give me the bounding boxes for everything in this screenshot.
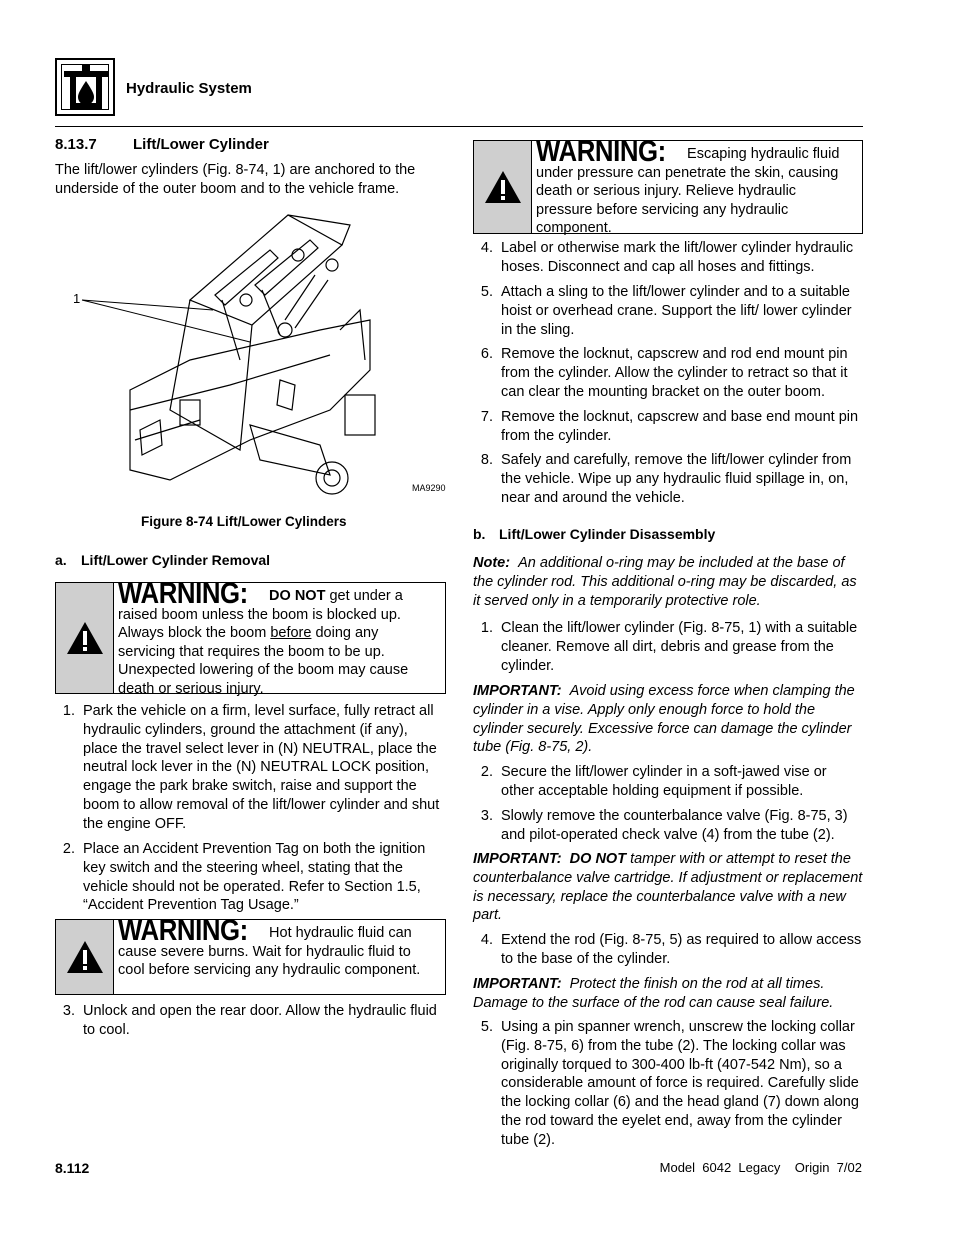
important-note-vise [473, 682, 863, 757]
header-title: Hydraulic System [126, 80, 252, 97]
step-number: 2. [480, 764, 493, 780]
figure-code: MA9290 [412, 483, 446, 493]
removal-step-8 [473, 451, 863, 509]
warning-text [118, 914, 439, 980]
intro-paragraph: The lift/lower cylinders (Fig. 8-74, 1) are anchored to the underside of the outer boom and to the vehicle frame. [55, 162, 416, 197]
note-text: An additional o-ring may be included at the base of the cylinder rod. This additional o-ring may be discarded, as it served only in a temporarily protective role. [473, 555, 857, 609]
step-text: Using a pin spanner wrench, unscrew the locking collar (Fig. 8-75, 6) from the tube (2). The locking collar was originally torqued to 300-400 lb-ft (407-542 Nm), so a considerable amount of force is required. Carefully slide the locking collar (6) and the head gland (7) down along the rod toward the eyelet end, away from the cylinder tube (2). [501, 1019, 859, 1148]
removal-heading [55, 552, 270, 568]
disassembly-step-5 [473, 1018, 863, 1153]
step-text: Clean the lift/lower cylinder (Fig. 8-75, 1) with a suitable cleaner. Remove all dirt, debris and grease from the cylinder. [501, 620, 858, 674]
section-heading [55, 136, 269, 153]
warning-cell [56, 920, 114, 994]
hydraulic-section-icon [55, 58, 115, 116]
footer-model: Model 6042 Legacy Origin 7/02 [659, 1160, 862, 1175]
warning-text [536, 135, 856, 238]
step-number: 6. [480, 346, 493, 362]
step-number: 5. [480, 284, 493, 300]
warning-body: Hot hydraulic fluid can cause severe burns. Wait for hydraulic fluid to cool before servicing any hydraulic component. [118, 925, 421, 979]
disassembly-label: b. [473, 526, 486, 542]
important-label: IMPORTANT: [473, 851, 562, 867]
figure-callout-1: 1 [73, 291, 81, 306]
warning-lead: DO NOT [269, 588, 326, 604]
removal-step-1 [55, 702, 446, 832]
disassembly-note [473, 554, 863, 610]
step-number: 3. [62, 1003, 75, 1019]
section-title: Lift/Lower Cylinder [133, 136, 269, 153]
warning-triangle-icon [483, 169, 523, 205]
step-number: 1. [480, 620, 493, 636]
warning-box-pressure [473, 135, 863, 237]
step-text: Remove the locknut, capscrew and rod end mount pin from the cylinder. Allow the cylinder to retract so that it can clear the mounting bracket on the outer boom. [501, 346, 848, 400]
step-number: 2. [62, 841, 75, 857]
disassembly-step-3 [473, 807, 863, 847]
step-text: Secure the lift/lower cylinder in a soft-jawed vise or other acceptable holding equipment if possible. [501, 764, 827, 799]
warning-text-part1: get under a raised boom unless the boom is blocked up. Always block the boom [118, 588, 403, 642]
warning-text [118, 577, 439, 699]
step-number: 5. [480, 1019, 493, 1035]
warning-cell [56, 583, 114, 693]
header-divider [55, 126, 863, 127]
page-number: 8.112 [55, 1160, 90, 1176]
important-label: IMPORTANT: [473, 976, 562, 992]
warning-word: WARNING: [536, 135, 666, 168]
step-number: 7. [480, 409, 493, 425]
step-text: Slowly remove the counterbalance valve (Fig. 8-75, 3) and pilot-operated check valve (4) from the tube (2). [501, 808, 848, 843]
disassembly-step-1 [473, 619, 863, 677]
important-note-rod-finish [473, 975, 863, 1013]
section-number: 8.13.7 [55, 136, 97, 153]
disassembly-title: Lift/Lower Cylinder Disassembly [499, 526, 716, 542]
step-number: 3. [480, 808, 493, 824]
warning-body: Escaping hydraulic fluid under pressure can penetrate the skin, causing death or serious injury. Relieve hydraulic pressure before servicing any hydraulic component. [536, 146, 840, 237]
disassembly-step-4 [473, 931, 863, 971]
step-text: Safely and carefully, remove the lift/lower cylinder from the vehicle. Wipe up any hydraulic fluid spillage in, on, near and around the vehicle. [501, 452, 852, 506]
disassembly-step-2 [473, 763, 863, 803]
important-note-counterbalance [473, 850, 863, 925]
step-text: Attach a sling to the lift/lower cylinder and to a suitable hoist or overhead crane. Support the lift/ lower cylinder in the sling. [501, 284, 852, 338]
removal-step-5 [473, 283, 863, 341]
important-label: IMPORTANT: [473, 683, 562, 699]
step-text: Park the vehicle on a firm, level surface, fully retract all hydraulic cylinders, ground the attachment (if any), place the travel select lever in (N) NEUTRAL, place the neutral lock lever in the (N) NEUTRAL LOCK position, engage the park brake switch, raise and support the boom to allow removal of the lift/lower cylinder and shut the engine OFF. [83, 703, 440, 832]
warning-word: WARNING: [118, 914, 248, 947]
figure-caption: Figure 8-74 Lift/Lower Cylinders [141, 514, 347, 529]
removal-step-7 [473, 408, 863, 448]
warning-triangle-icon [65, 939, 105, 975]
step-number: 8. [480, 452, 493, 468]
important-text: tamper with or attempt to reset the counterbalance valve cartridge. If adjustment or replacement is necessary, replace the counterbalance valve with a new part. [473, 851, 863, 924]
removal-step-2 [55, 840, 446, 916]
step-text: Remove the locknut, capscrew and base end mount pin from the cylinder. [501, 409, 859, 444]
step-text: Place an Accident Prevention Tag on both the ignition key switch and the steering wheel, stating that the vehicle should not be operated. Refer to Section 1.5, “Accident Prevention Tag Usage.” [83, 841, 426, 914]
warning-underlined-text: before [270, 625, 312, 642]
important-text: Protect the finish on the rod at all times. Damage to the surface of the rod can cause seal failure. [473, 976, 834, 1011]
warning-text-part2: doing any servicing that requires the boom to be up. Unexpected lowering of the boom may cause death or serious injury. [118, 625, 409, 697]
step-number: 4. [480, 932, 493, 948]
important-text: Avoid using excess force when clamping the cylinder in a vise. Apply only enough force to hold the cylinder securely. Excessive force can damage the cylinder tube (Fig. 8-75, 2). [473, 683, 855, 756]
removal-label: a. [55, 552, 67, 568]
removal-step-6 [473, 345, 863, 403]
disassembly-heading [473, 526, 715, 542]
note-label: Note: [473, 555, 511, 571]
lift-lower-cylinder-figure [70, 210, 450, 500]
warning-box-boom [55, 577, 446, 697]
step-text: Unlock and open the rear door. Allow the hydraulic fluid to cool. [83, 1003, 437, 1038]
removal-step-3 [55, 1002, 446, 1042]
warning-word: WARNING: [118, 577, 248, 610]
removal-step-4 [473, 239, 863, 279]
important-lead: DO NOT [569, 851, 627, 867]
removal-title: Lift/Lower Cylinder Removal [81, 552, 271, 568]
warning-box-hot-fluid [55, 914, 446, 995]
step-text: Label or otherwise mark the lift/lower cylinder hydraulic hoses. Disconnect and cap all hoses and fittings. [501, 240, 854, 275]
step-text: Extend the rod (Fig. 8-75, 5) as required to allow access to the base of the cylinder. [501, 932, 862, 967]
step-number: 4. [480, 240, 493, 256]
warning-triangle-icon [65, 620, 105, 656]
step-number: 1. [62, 703, 75, 719]
warning-cell [474, 141, 532, 233]
